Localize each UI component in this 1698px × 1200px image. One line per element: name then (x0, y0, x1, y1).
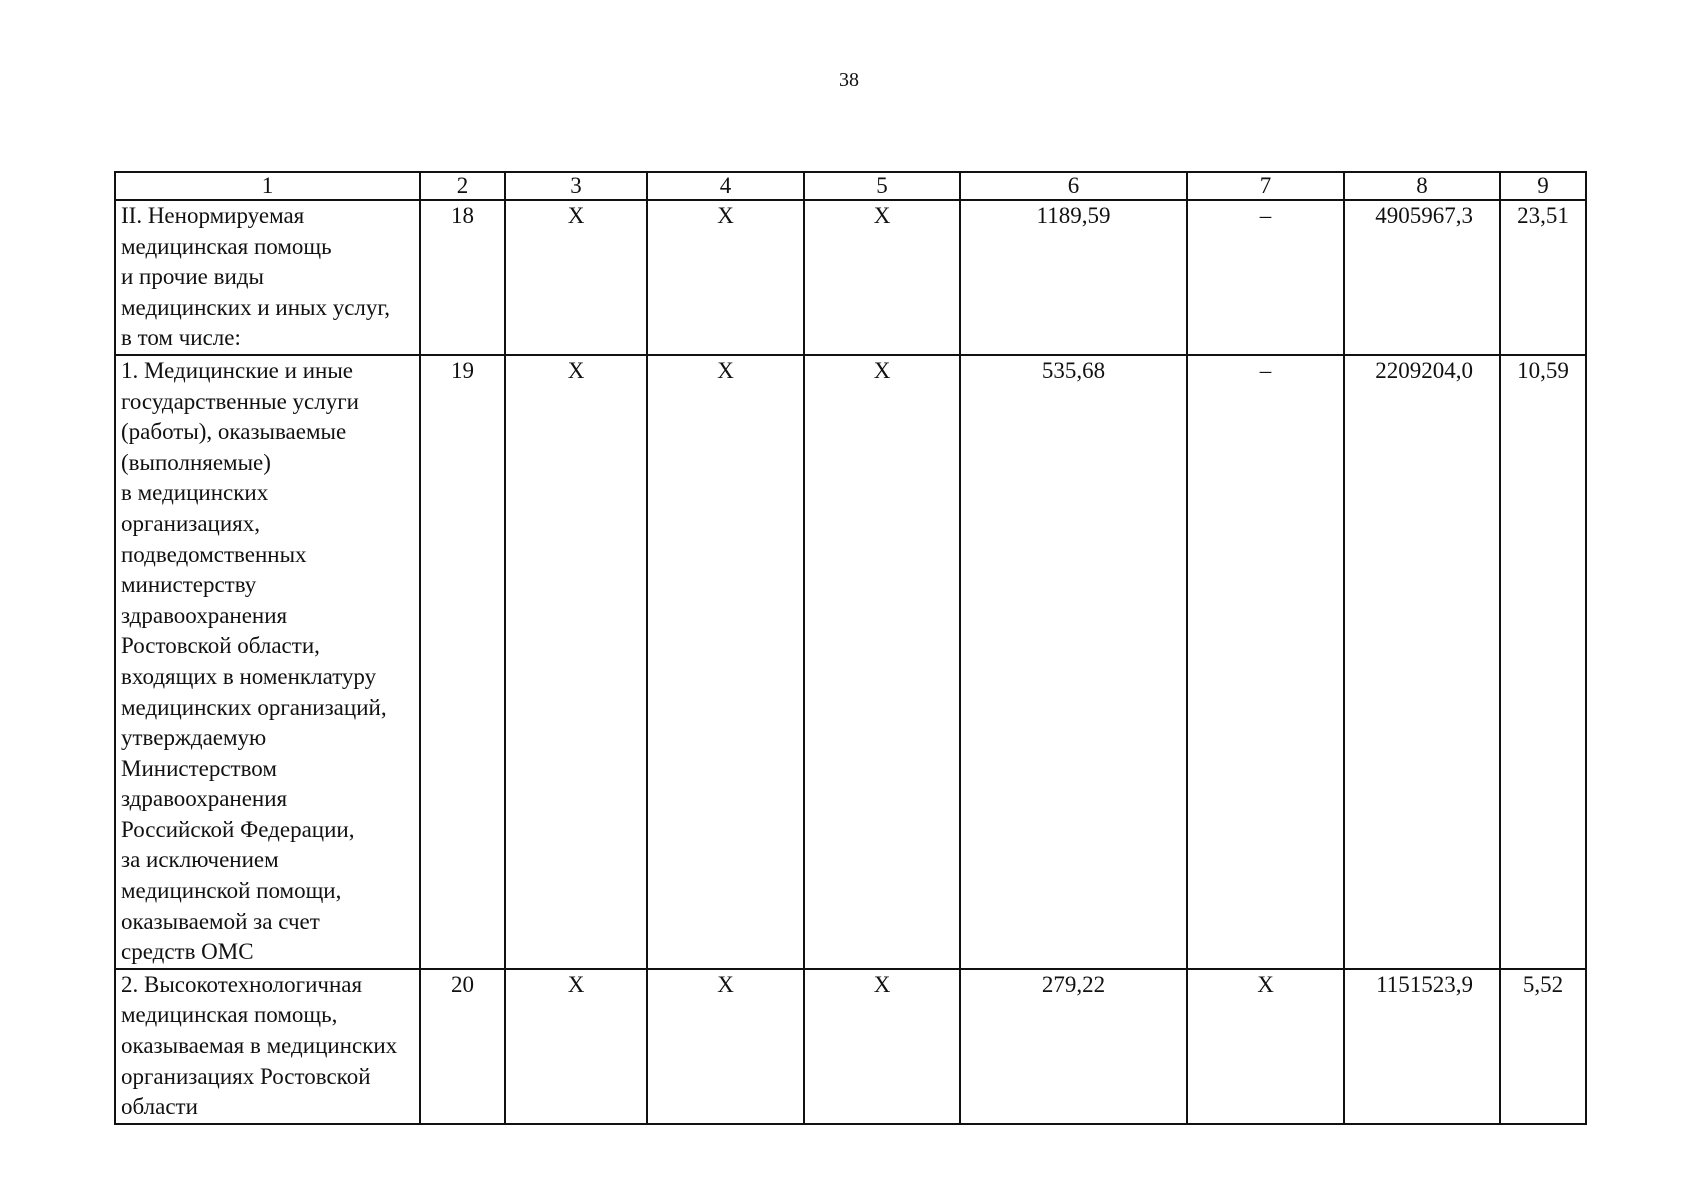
cell-col4: Х (647, 969, 804, 1124)
row-name-line: организациях, (121, 510, 260, 536)
cell-col3: Х (505, 355, 647, 969)
row-name-line: входящих в номенклатуру (121, 663, 377, 689)
row-name-line: в том числе: (121, 325, 241, 351)
row-name-line: организациях Ростовской (121, 1063, 371, 1089)
row-name-line: медицинских и иных услуг, (121, 294, 390, 320)
cell-col5: Х (804, 355, 960, 969)
header-cell-5: 5 (804, 172, 960, 200)
row-name-line: средств ОМС (121, 939, 254, 965)
cell-col3: Х (505, 200, 647, 355)
row-name-line: оказываемая в медицинских (121, 1033, 398, 1059)
cell-col9: 23,51 (1500, 200, 1586, 355)
cell-col6: 279,22 (960, 969, 1187, 1124)
row-name-line: здравоохранения (121, 786, 288, 812)
row-name-line: (работы), оказываемые (121, 419, 347, 445)
row-name-line: 1. Медицинские и иные (121, 357, 353, 383)
cell-col9: 10,59 (1500, 355, 1586, 969)
row-name-line: II. Ненормируемая (121, 203, 305, 228)
table-row (115, 200, 1586, 355)
cell-col8: 1151523,9 (1344, 969, 1500, 1124)
header-cell-3: 3 (505, 172, 647, 200)
row-name-line: медицинская помощь, (121, 1002, 338, 1028)
table-row (115, 355, 1586, 969)
row-name-line: области (121, 1094, 198, 1120)
table-row (115, 969, 1586, 1124)
cell-col8: 4905967,3 (1344, 200, 1500, 355)
row-name-cell (115, 355, 420, 969)
row-name-line: подведомственных (121, 541, 307, 567)
page-number: 38 (839, 69, 859, 91)
row-number-cell: 20 (420, 969, 505, 1124)
cell-col7: Х (1187, 969, 1344, 1124)
header-cell-9: 9 (1500, 172, 1586, 200)
row-name-line: государственные услуги (121, 388, 359, 414)
cell-col9: 5,52 (1500, 969, 1586, 1124)
cell-col6: 535,68 (960, 355, 1187, 969)
row-name-line: медицинских организаций, (121, 694, 387, 720)
row-name-line: Российской Федерации, (121, 816, 355, 842)
cell-col4: Х (647, 200, 804, 355)
cell-col7: – (1187, 355, 1344, 969)
row-name-line: утверждаемую (121, 725, 267, 751)
row-name-line: оказываемой за счет (121, 908, 320, 934)
row-number-cell: 18 (420, 200, 505, 355)
cell-col8: 2209204,0 (1344, 355, 1500, 969)
table-header-row (115, 172, 1586, 200)
row-name-line: за исключением (121, 847, 279, 873)
row-name-line: (выполняемые) (121, 449, 271, 475)
header-cell-6: 6 (960, 172, 1187, 200)
header-cell-7: 7 (1187, 172, 1344, 200)
header-cell-4: 4 (647, 172, 804, 200)
row-name-line: Министерством (121, 755, 277, 781)
data-table (114, 171, 1587, 1125)
row-name-line: медицинская помощь (121, 233, 332, 259)
cell-col4: Х (647, 355, 804, 969)
header-cell-2: 2 (420, 172, 505, 200)
header-cell-8: 8 (1344, 172, 1500, 200)
row-name-cell (115, 969, 420, 1124)
cell-col6: 1189,59 (960, 200, 1187, 355)
row-name-line: 2. Высокотехнологичная (121, 971, 363, 997)
row-name-line: здравоохранения (121, 602, 288, 628)
cell-col5: Х (804, 969, 960, 1124)
cell-col5: Х (804, 200, 960, 355)
row-name-line: Ростовской области, (121, 633, 320, 659)
cell-col3: Х (505, 969, 647, 1124)
row-name-line: в медицинских (121, 480, 269, 506)
row-name-line: и прочие виды (121, 264, 264, 290)
row-name-cell (115, 200, 420, 355)
header-cell-1: 1 (115, 172, 420, 200)
row-name-line: министерству (121, 572, 257, 598)
row-number-cell: 19 (420, 355, 505, 969)
cell-col7: – (1187, 200, 1344, 355)
row-name-line: медицинской помощи, (121, 878, 342, 904)
